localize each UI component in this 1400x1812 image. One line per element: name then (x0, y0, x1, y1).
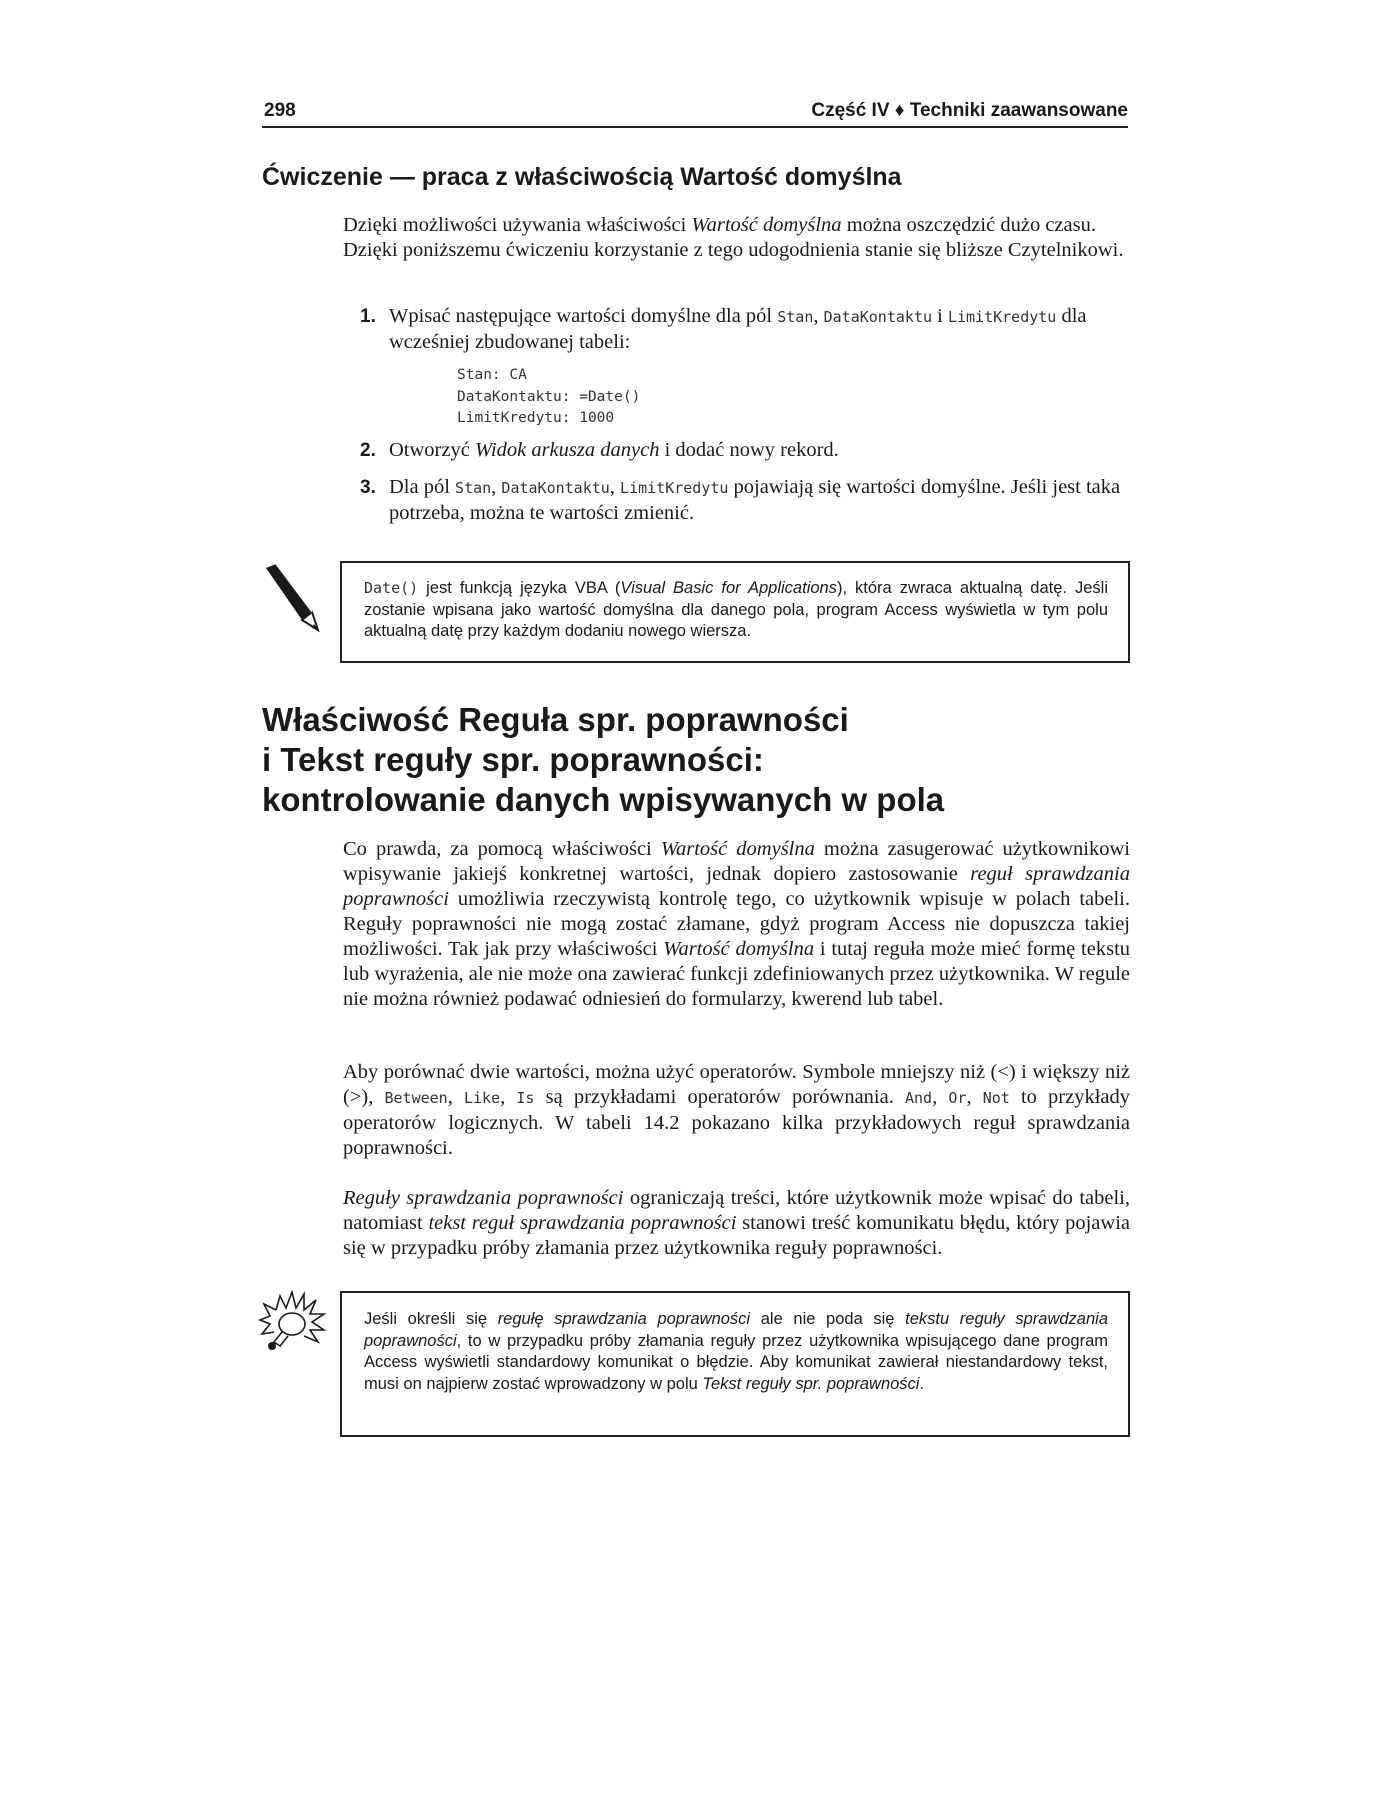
code-term: And (905, 1089, 933, 1107)
note-text (364, 1309, 1108, 1395)
heading-line: kontrolowanie danych wpisywanych w pola (262, 781, 945, 818)
code-term: Not (982, 1089, 1010, 1107)
text-run: i (932, 305, 948, 327)
italic-term: tekst reguł sprawdzania poprawności (428, 1212, 737, 1234)
italic-term: Tekst reguły spr. poprawności (702, 1374, 920, 1393)
text-run: Aby porównać dwie wartości, można użyć operatorów. Symbole mniejszy niż (<) i większy niż (>), (343, 1061, 1130, 1108)
note-box-date (340, 561, 1130, 663)
text-run: pojawiają się wartości domyślne. Jeśli jest taka potrzeba, można te wartości zmienić. (389, 475, 1121, 524)
text-run: , (966, 1086, 983, 1108)
code-term: DataKontaktu (501, 478, 610, 497)
italic-term: Widok arkusza danych (474, 438, 660, 461)
paragraph-3 (343, 1186, 1130, 1261)
note-box-validation (340, 1291, 1130, 1437)
step-3 (343, 475, 1130, 526)
text-run: , (932, 1086, 949, 1108)
text-run: umożliwia rzeczywistą kontrolę tego, co użytkownik wpisuje w polach tabeli. Reguły poprawności nie mogą zostać złamane, gdyż program Access nie dopuszcza takiej możliwości. Tak jak przy właściwości (343, 888, 1130, 960)
code-term: DataKontaktu (823, 308, 932, 326)
code-term: Or (948, 1089, 967, 1107)
italic-term: Visual Basic for Applications (620, 579, 837, 597)
step-number: 2. (360, 439, 376, 461)
text-run: . (919, 1374, 925, 1393)
italic-term: Wartość domyślna (660, 838, 815, 860)
code-block: Stan: CA DataKontaktu: =Date() LimitKredytu: 1000 (457, 367, 641, 426)
header-rule (262, 126, 1128, 128)
text-run: , to w przypadku próby złamania reguły przez użytkownika wpisującego dane program Access wyświetli standardowy komunikat o błędzie. Aby komunikat zawierał niestandardowy tekst, musi on najpierw zostać wprowadzony w polu (364, 1331, 1108, 1393)
text-run: , (609, 475, 621, 498)
text-run: są przykładami operatorów porównania. (534, 1086, 905, 1108)
pencil-icon (262, 562, 320, 634)
text-run: i tutaj reguła może mieć formę tekstu lub wyrażenia, ale nie może ona zawierać funkcji zdefiniowanych przez użytkownika. W regule nie można również podawać odniesień do formularzy, kwerend lub tabel. (343, 938, 1131, 1010)
italic-term: Wartość domyślna (691, 214, 842, 236)
exercise-steps (343, 304, 1130, 526)
paragraph-1 (343, 837, 1130, 1012)
italic-term: tekstu reguły sprawdzania poprawności (364, 1310, 1108, 1350)
italic-term: regułę sprawdzania poprawności (497, 1310, 751, 1328)
note-text (364, 578, 1108, 643)
step-1 (343, 304, 1130, 430)
italic-term: Reguły sprawdzania poprawności (343, 1187, 624, 1209)
text-run: można oszczędzić dużo czasu. Dzięki poniższemu ćwiczeniu korzystanie z tego udogodnienia stanie się bliższe Czytelnikowi. (343, 214, 1124, 261)
running-header: Część IV ♦ Techniki zaawansowane (811, 100, 1128, 121)
text-run: , (447, 1086, 464, 1108)
code-term: LimitKredytu (620, 478, 729, 497)
page-number: 298 (264, 100, 296, 121)
lightbulb-icon (258, 1290, 330, 1352)
code-term: Stan (455, 478, 492, 497)
section-heading (262, 700, 1142, 820)
code-term: Is (516, 1089, 535, 1107)
text-run: ), która zwraca aktualną datę. Jeśli zostanie wpisana jako wartość domyślna dla danego pola, program Access wyświetla w tym polu aktualną datę przy każdym dodaniu nowego wiersza. (364, 579, 1108, 640)
step-number: 1. (360, 306, 376, 327)
step-number: 3. (360, 476, 376, 498)
exercise-intro (343, 213, 1130, 263)
code-term: Like (464, 1089, 501, 1107)
text-run: jest funkcją języka VBA ( (418, 579, 621, 597)
exercise-title: Ćwiczenie — praca z właściwością Wartość domyślna (262, 163, 902, 191)
text-run: , (491, 475, 502, 498)
text-run: Co prawda, za pomocą właściwości (343, 838, 661, 860)
text-run: Dla pól (389, 475, 456, 498)
text-run: dla wcześniej zbudowanej tabeli: (389, 305, 1087, 353)
text-run: i dodać nowy rekord. (659, 438, 839, 461)
text-run: Jeśli określi się (364, 1310, 498, 1328)
text-run: ale nie poda się (750, 1310, 906, 1328)
text-run: , (813, 305, 824, 327)
code-term: Stan (777, 308, 814, 326)
code-term: Date() (364, 579, 419, 597)
text-run: można zasugerować użytkownikowi wpisywanie jakiejś konkretnej wartości, jednak dopiero zastosowanie (343, 838, 1130, 885)
text-run: , (500, 1086, 517, 1108)
heading-line: i Tekst reguły spr. poprawności: (262, 741, 764, 778)
heading-line: Właściwość Reguła spr. poprawności (262, 701, 849, 738)
italic-term: Wartość domyślna (663, 938, 815, 960)
code-term: Between (384, 1089, 448, 1107)
code-term: LimitKredytu (947, 308, 1057, 326)
text-run: stanowi treść komunikatu błędu, który pojawia się w przypadku próby złamania przez użytkownika reguły poprawności. (343, 1212, 1130, 1259)
text-run: Otworzyć (389, 438, 475, 461)
paragraph-2 (343, 1060, 1130, 1161)
italic-term: reguł sprawdzania poprawności (343, 863, 1130, 910)
step-2 (343, 438, 1130, 463)
text-run: to przykłady operatorów logicznych. W tabeli 14.2 pokazano kilka przykładowych reguł sprawdzania poprawności. (343, 1086, 1131, 1159)
text-run: ograniczają treści, które użytkownik może wpisać do tabeli, natomiast (343, 1187, 1130, 1234)
text-run: Dzięki możliwości używania właściwości (343, 214, 692, 236)
text-run: Wpisać następujące wartości domyślne dla pól (389, 305, 778, 327)
